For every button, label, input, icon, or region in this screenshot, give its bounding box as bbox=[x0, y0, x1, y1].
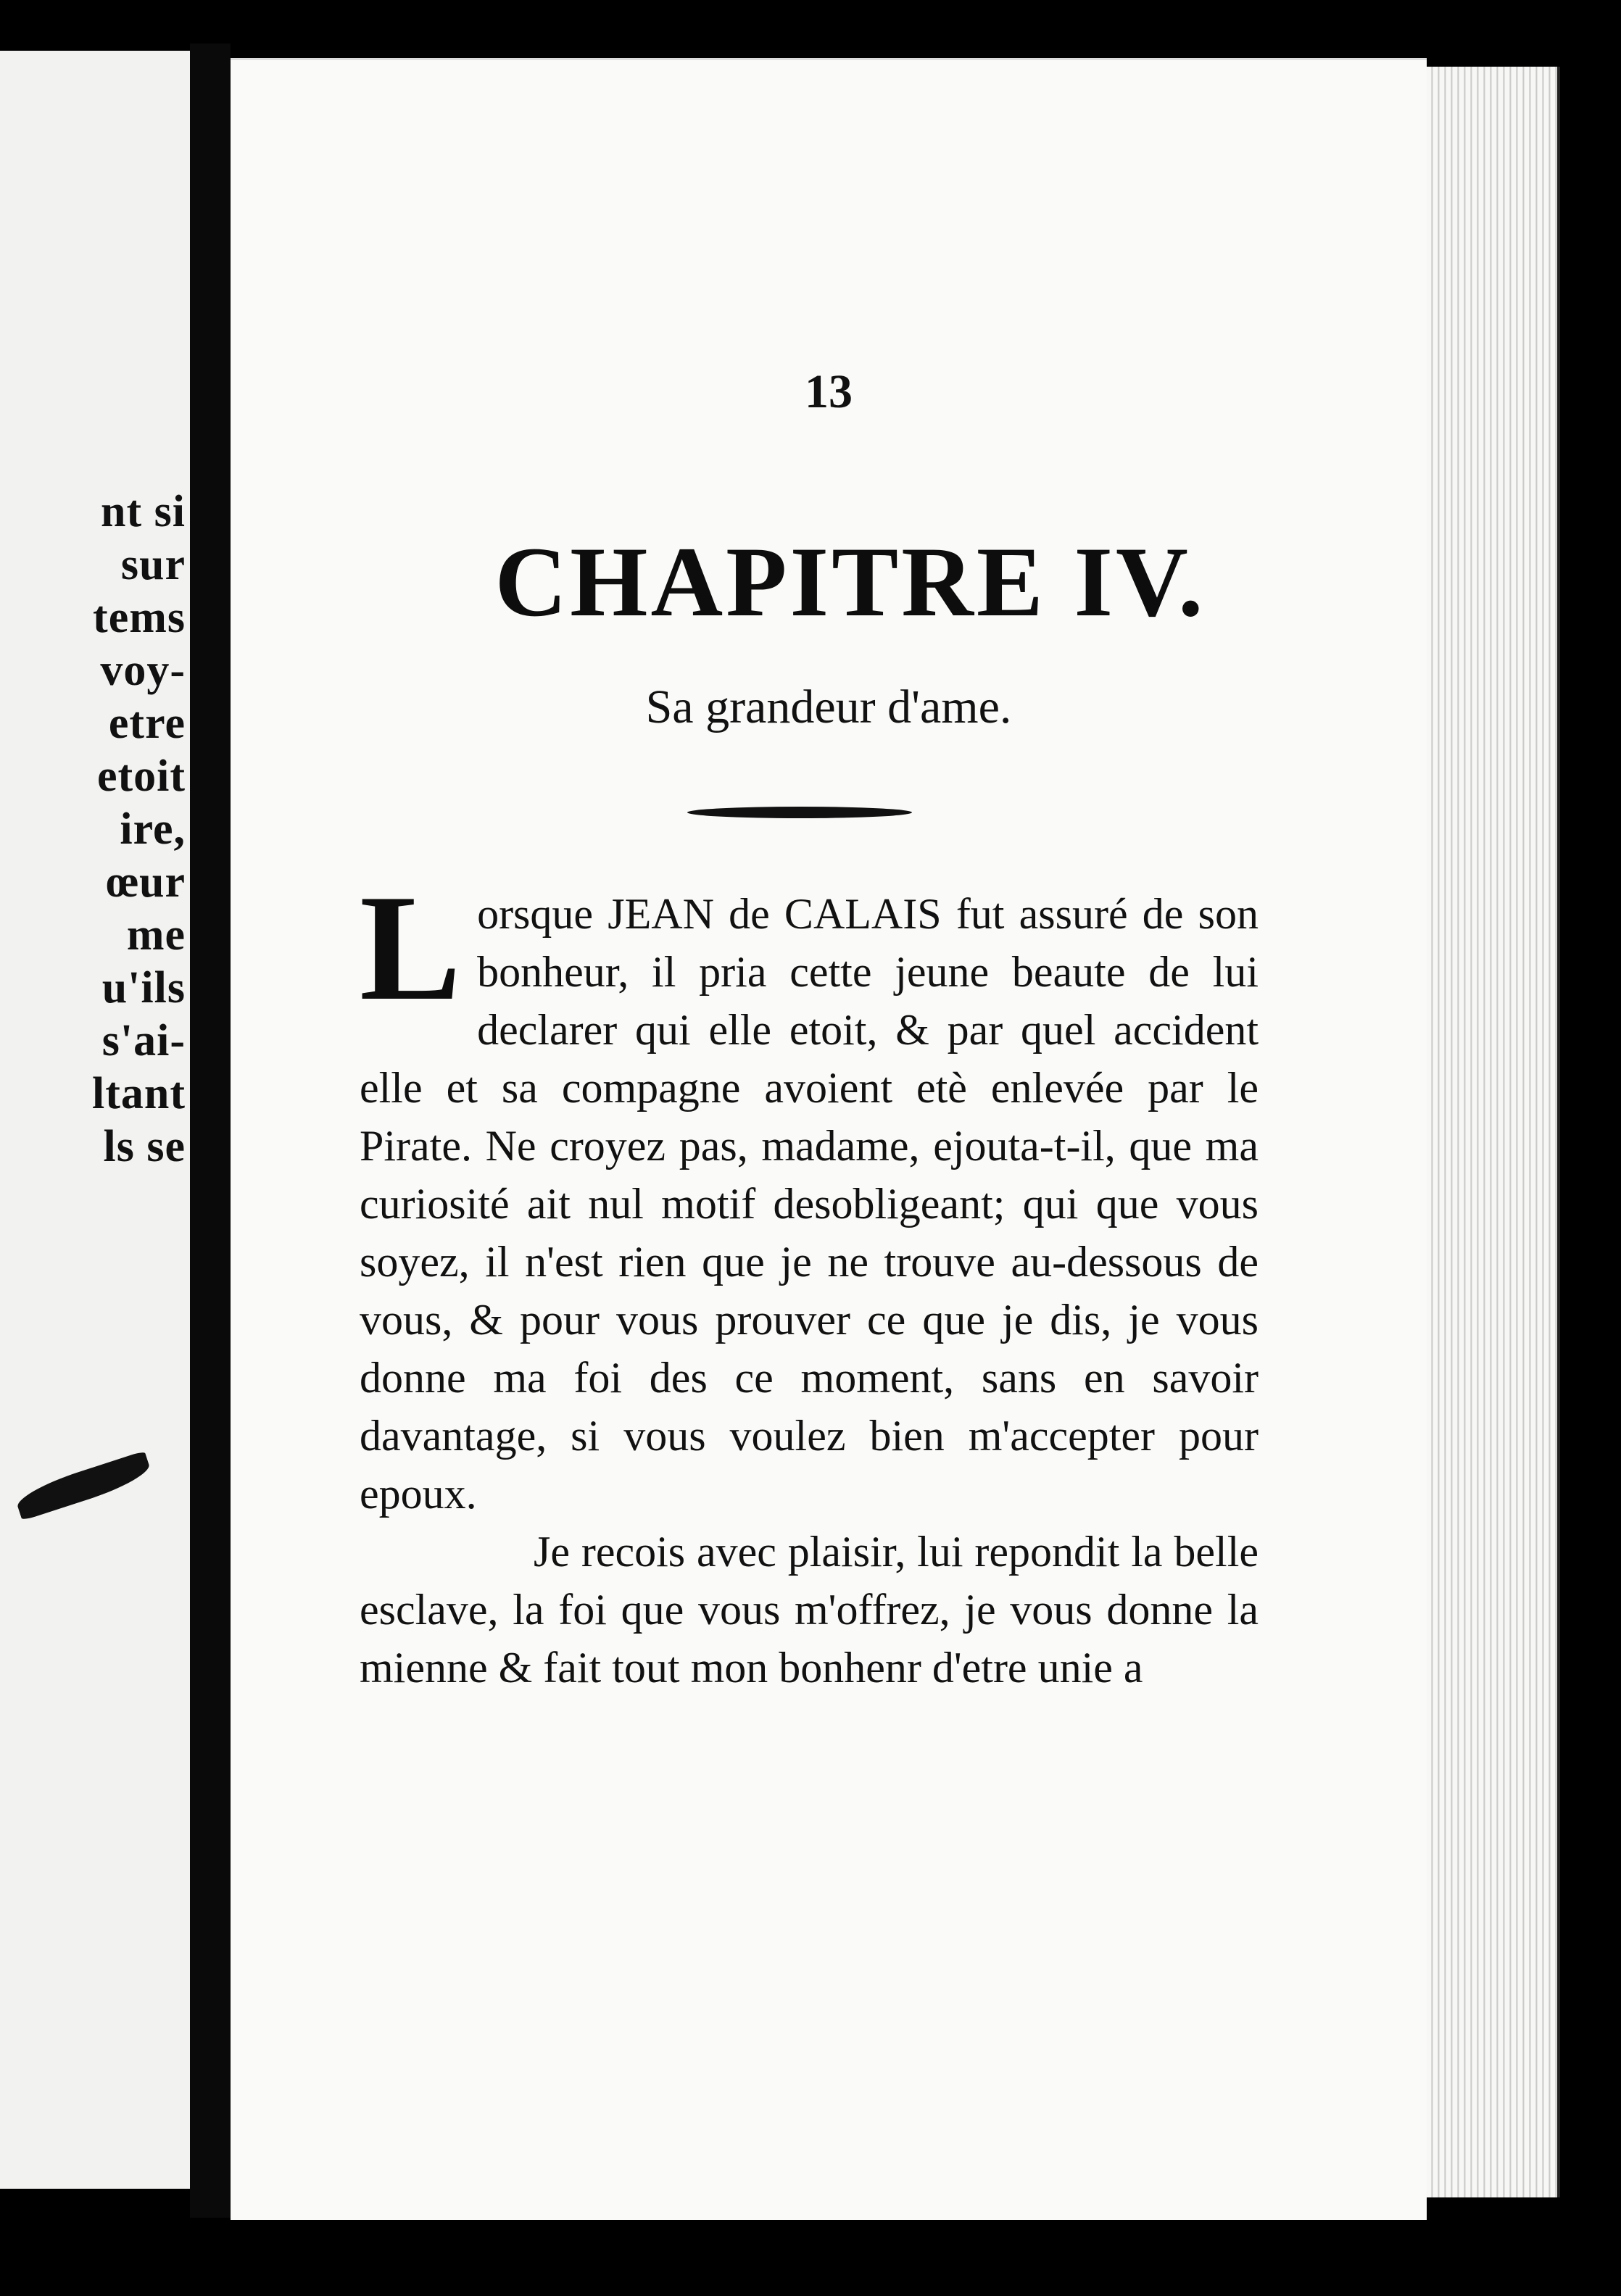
left-line: u'ils bbox=[101, 963, 186, 1012]
left-line: sur bbox=[120, 540, 186, 589]
left-facing-page bbox=[0, 51, 194, 2189]
left-line: ls se bbox=[103, 1122, 186, 1171]
left-line: tems bbox=[93, 593, 186, 642]
decorative-rule bbox=[687, 807, 912, 818]
page-edges bbox=[1427, 67, 1560, 2197]
left-line: nt si bbox=[101, 487, 186, 536]
book-gutter bbox=[190, 43, 231, 2218]
paragraph-1 bbox=[360, 864, 1259, 1523]
left-line: s'ai- bbox=[101, 1016, 186, 1065]
paragraph-1-text: orsque JEAN de CALAIS fut assuré de son bonheur, il pria cette jeune beaute de lui declarer qui elle etoit, & par quel accident elle et sa compagne avoient etè enlevée par le Pirate. Ne croyez pas, madame, ejouta-t-il, que ma curiosité ait nul motif desobligeant; qui que vous soyez, il n'est rien que je ne trouve au-dessous de vous, & pour vous prouver ce que je dis, je vous donne ma foi des ce moment, sans en savoir davantage, si vous voulez bien m'accepter pour epoux. bbox=[360, 890, 1259, 1518]
page-number: 13 bbox=[805, 365, 853, 418]
left-line: etre bbox=[108, 699, 186, 748]
left-line: ire, bbox=[120, 804, 186, 854]
left-line: me bbox=[126, 910, 186, 960]
chapter-title: CHAPITRE IV. bbox=[494, 526, 1206, 637]
left-page-text-fragments bbox=[92, 486, 186, 1173]
chapter-subtitle: Sa grandeur d'ame. bbox=[645, 681, 1012, 733]
left-line: voy- bbox=[100, 646, 186, 695]
paragraph-2: Je recois avec plaisir, lui repondit la belle esclave, la foi que vous m'offrez, je vous donne la mienne & fait tout mon bonhenr d'etre unie a bbox=[360, 1528, 1259, 1692]
left-line: œur bbox=[106, 857, 186, 907]
left-line: etoit bbox=[96, 752, 186, 801]
left-page-ornament bbox=[13, 1451, 153, 1521]
book-page bbox=[231, 58, 1427, 2220]
body-text bbox=[360, 864, 1259, 1697]
left-line: ltant bbox=[92, 1069, 186, 1118]
drop-cap: L bbox=[360, 864, 462, 1032]
